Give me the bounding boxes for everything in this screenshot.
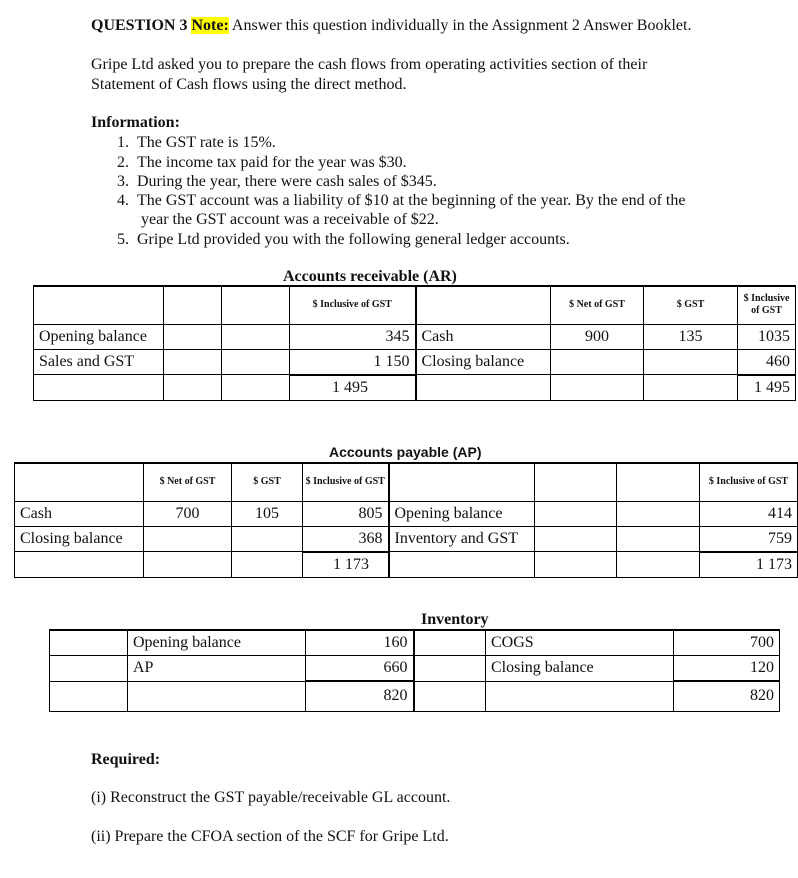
ap-row-gst: 105 xyxy=(232,501,303,526)
ap-row-net xyxy=(144,526,232,552)
ar-hdr-net: $ Net of GST xyxy=(551,286,644,324)
inv-row-label: Opening balance xyxy=(128,630,306,656)
ap-row-incl: 368 xyxy=(303,526,389,552)
table-row xyxy=(15,552,798,578)
ap-row-desc: Inventory and GST xyxy=(389,526,535,552)
ap-row-gst xyxy=(232,526,303,552)
ar-row-incl: 1 150 xyxy=(290,349,416,375)
table-row xyxy=(50,630,780,656)
info-item-2: 2. The income tax paid for the year was $30. xyxy=(117,154,407,171)
note-text: Answer this question individually in the Assignment 2 Answer Booklet. xyxy=(231,17,692,34)
inv-row-desc: COGS xyxy=(486,630,674,656)
ap-hdr-incl-left: $ Inclusive of GST xyxy=(303,463,389,501)
info-item-5: 5. Gripe Ltd provided you with the following general ledger accounts. xyxy=(117,231,570,248)
ar-title: Accounts receivable (AR) xyxy=(283,268,457,285)
information-heading: Information: xyxy=(91,114,180,131)
ap-row-label: Closing balance xyxy=(15,526,144,552)
inv-row-amt: 160 xyxy=(306,630,414,656)
ap-hdr-gst: $ GST xyxy=(232,463,303,501)
ar-row-label: Sales and GST xyxy=(34,349,164,375)
inv-row-desc: Closing balance xyxy=(486,656,674,682)
ar-row-incl: 345 xyxy=(290,324,416,349)
table-row xyxy=(15,501,798,526)
ap-table xyxy=(14,462,798,578)
inv-row-amt: 660 xyxy=(306,656,414,682)
ap-row-incl-right: 759 xyxy=(700,526,798,552)
ar-hdr-incl-left: $ Inclusive of GST xyxy=(290,286,416,324)
inv-total-left: 820 xyxy=(306,681,414,711)
ar-row-label: Opening balance xyxy=(34,324,164,349)
ap-total-right: 1 173 xyxy=(700,552,798,578)
inv-row-amt-right: 120 xyxy=(674,656,780,682)
ar-total-left: 1 495 xyxy=(290,375,416,401)
table-row xyxy=(15,526,798,552)
intro-line-2: Statement of Cash flows using the direct method. xyxy=(91,76,407,93)
intro-line-1: Gripe Ltd asked you to prepare the cash flows from operating activities section of their xyxy=(91,56,648,73)
required-item-2: (ii) Prepare the CFOA section of the SCF for Gripe Ltd. xyxy=(91,828,449,845)
table-row xyxy=(34,324,796,349)
ap-row-net: 700 xyxy=(144,501,232,526)
table-row xyxy=(50,681,780,711)
ap-row-desc: Opening balance xyxy=(389,501,535,526)
inventory-title: Inventory xyxy=(421,611,489,628)
inv-row-label: AP xyxy=(128,656,306,682)
ap-hdr-net: $ Net of GST xyxy=(144,463,232,501)
table-row xyxy=(34,349,796,375)
inv-total-right: 820 xyxy=(674,681,780,711)
ar-row-incl-right: 460 xyxy=(738,349,796,375)
question-header xyxy=(91,16,691,35)
question-label: QUESTION 3 xyxy=(91,17,188,34)
ar-hdr-gst: $ GST xyxy=(644,286,738,324)
ap-row-label: Cash xyxy=(15,501,144,526)
ar-hdr-incl-right: $ Inclusive of GST xyxy=(738,286,796,324)
inventory-table xyxy=(49,629,780,712)
info-item-1: 1. The GST rate is 15%. xyxy=(117,134,276,151)
table-row xyxy=(34,375,796,401)
ar-row-gst xyxy=(644,349,738,375)
ar-total-right: 1 495 xyxy=(738,375,796,401)
ar-row-incl-right: 1035 xyxy=(738,324,796,349)
ar-row-net xyxy=(551,349,644,375)
ar-row-desc: Closing balance xyxy=(416,349,551,375)
required-heading: Required: xyxy=(91,751,161,768)
ar-table xyxy=(33,285,796,401)
table-row xyxy=(50,656,780,682)
ar-row-gst: 135 xyxy=(644,324,738,349)
info-item-4-cont: year the GST account was a receivable of $22. xyxy=(141,211,439,228)
ap-row-incl: 805 xyxy=(303,501,389,526)
ap-total-left: 1 173 xyxy=(303,552,389,578)
required-item-1: (i) Reconstruct the GST payable/receivable GL account. xyxy=(91,789,451,806)
inv-row-amt-right: 700 xyxy=(674,630,780,656)
info-item-4: 4. The GST account was a liability of $10 at the beginning of the year. By the end of the xyxy=(117,192,686,209)
ap-row-incl-right: 414 xyxy=(700,501,798,526)
note-label: Note: xyxy=(191,17,229,34)
info-item-3: 3. During the year, there were cash sales of $345. xyxy=(117,173,437,190)
ap-hdr-incl-right: $ Inclusive of GST xyxy=(700,463,798,501)
ar-row-desc: Cash xyxy=(416,324,551,349)
ar-row-net: 900 xyxy=(551,324,644,349)
ap-title: Accounts payable (AP) xyxy=(329,444,482,460)
